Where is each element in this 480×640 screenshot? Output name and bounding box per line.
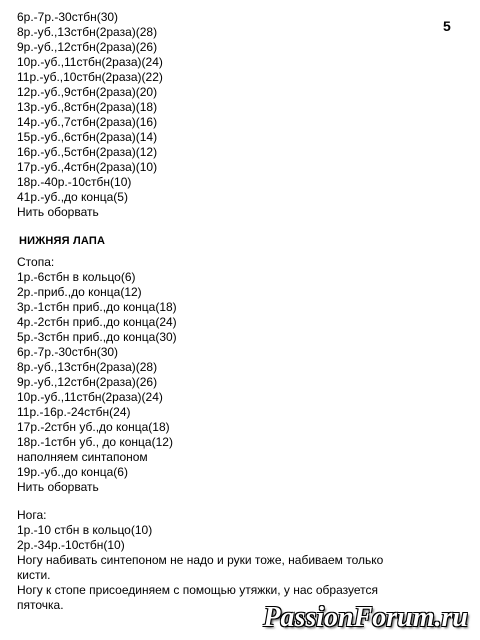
- instruction-line: 6р.-7р.-30стбн(30): [17, 345, 119, 359]
- instruction-line: 12р.-уб.,9стбн(2раза)(20): [17, 85, 158, 99]
- instruction-line: 10р.-уб.,11стбн(2раза)(24): [17, 390, 163, 404]
- instruction-line: 13р.-уб.,8стбн(2раза)(18): [17, 100, 158, 114]
- instruction-line: 11р.-уб.,10стбн(2раза)(22): [17, 70, 163, 84]
- instruction-line: 15р.-уб.,6стбн(2раза)(14): [17, 130, 158, 144]
- instruction-line: Нить оборвать: [17, 205, 99, 219]
- instruction-line: кисти.: [17, 568, 51, 582]
- instruction-line: 8р.-уб.,13стбн(2раза)(28): [17, 25, 158, 39]
- instruction-line: 1р.-6стбн в кольцо(6): [17, 270, 136, 284]
- instruction-line: 1р.-10 стбн в кольцо(10): [17, 523, 153, 537]
- instruction-line: 17р.-2стбн уб.,до конца(18): [17, 420, 170, 434]
- site-watermark: PassionForum.ru: [263, 602, 468, 633]
- instruction-line: 19р.-уб.,до конца(6): [17, 465, 128, 479]
- instruction-line: 18р.-40р.-10стбн(10): [17, 175, 132, 189]
- instruction-line: Ногу к стопе присоединяем с помощью утяжки, у нас образуется: [17, 583, 378, 597]
- instruction-line: 8р.-уб.,13стбн(2раза)(28): [17, 360, 158, 374]
- instruction-line: 10р.-уб.,11стбн(2раза)(24): [17, 55, 163, 69]
- instruction-line: 18р.-1стбн уб., до конца(12): [17, 435, 173, 449]
- subheading-leg: Нога:: [17, 508, 47, 522]
- instruction-line: 3р.-1стбн приб.,до конца(18): [17, 300, 177, 314]
- instruction-line: 6р.-7р.-30стбн(30): [17, 10, 119, 24]
- instruction-line: 11р.-16р.-24стбн(24): [17, 405, 131, 419]
- instruction-line: 5р.-3стбн приб.,до конца(30): [17, 330, 177, 344]
- instruction-line: 9р.-уб.,12стбн(2раза)(26): [17, 375, 158, 389]
- instruction-line: Ногу набивать синтепоном не надо и руки тоже, набиваем только: [17, 553, 384, 567]
- instruction-line: 41р.-уб.,до конца(5): [17, 190, 128, 204]
- section-heading: НИЖНЯЯ ЛАПА: [19, 235, 106, 247]
- instruction-line: Нить оборвать: [17, 480, 99, 494]
- instruction-line: пяточка.: [17, 598, 64, 612]
- instruction-line: 9р.-уб.,12стбн(2раза)(26): [17, 40, 158, 54]
- instruction-line: 14р.-уб.,7стбн(2раза)(16): [17, 115, 158, 129]
- instruction-line: наполняем синтапоном: [17, 450, 148, 464]
- instruction-line: 2р.-34р.-10стбн(10): [17, 538, 125, 552]
- foot-instructions: [17, 255, 177, 495]
- page-number: 5: [443, 18, 451, 34]
- leg-instructions: [17, 508, 383, 613]
- top-instructions: [17, 10, 163, 220]
- instruction-line: 2р.-приб.,до конца(12): [17, 285, 142, 299]
- instruction-line: 4р.-2стбн приб.,до конца(24): [17, 315, 177, 329]
- instruction-line: 17р.-уб.,4стбн(2раза)(10): [17, 160, 158, 174]
- subheading-foot: Стопа:: [17, 255, 55, 269]
- instruction-line: 16р.-уб.,5стбн(2раза)(12): [17, 145, 158, 159]
